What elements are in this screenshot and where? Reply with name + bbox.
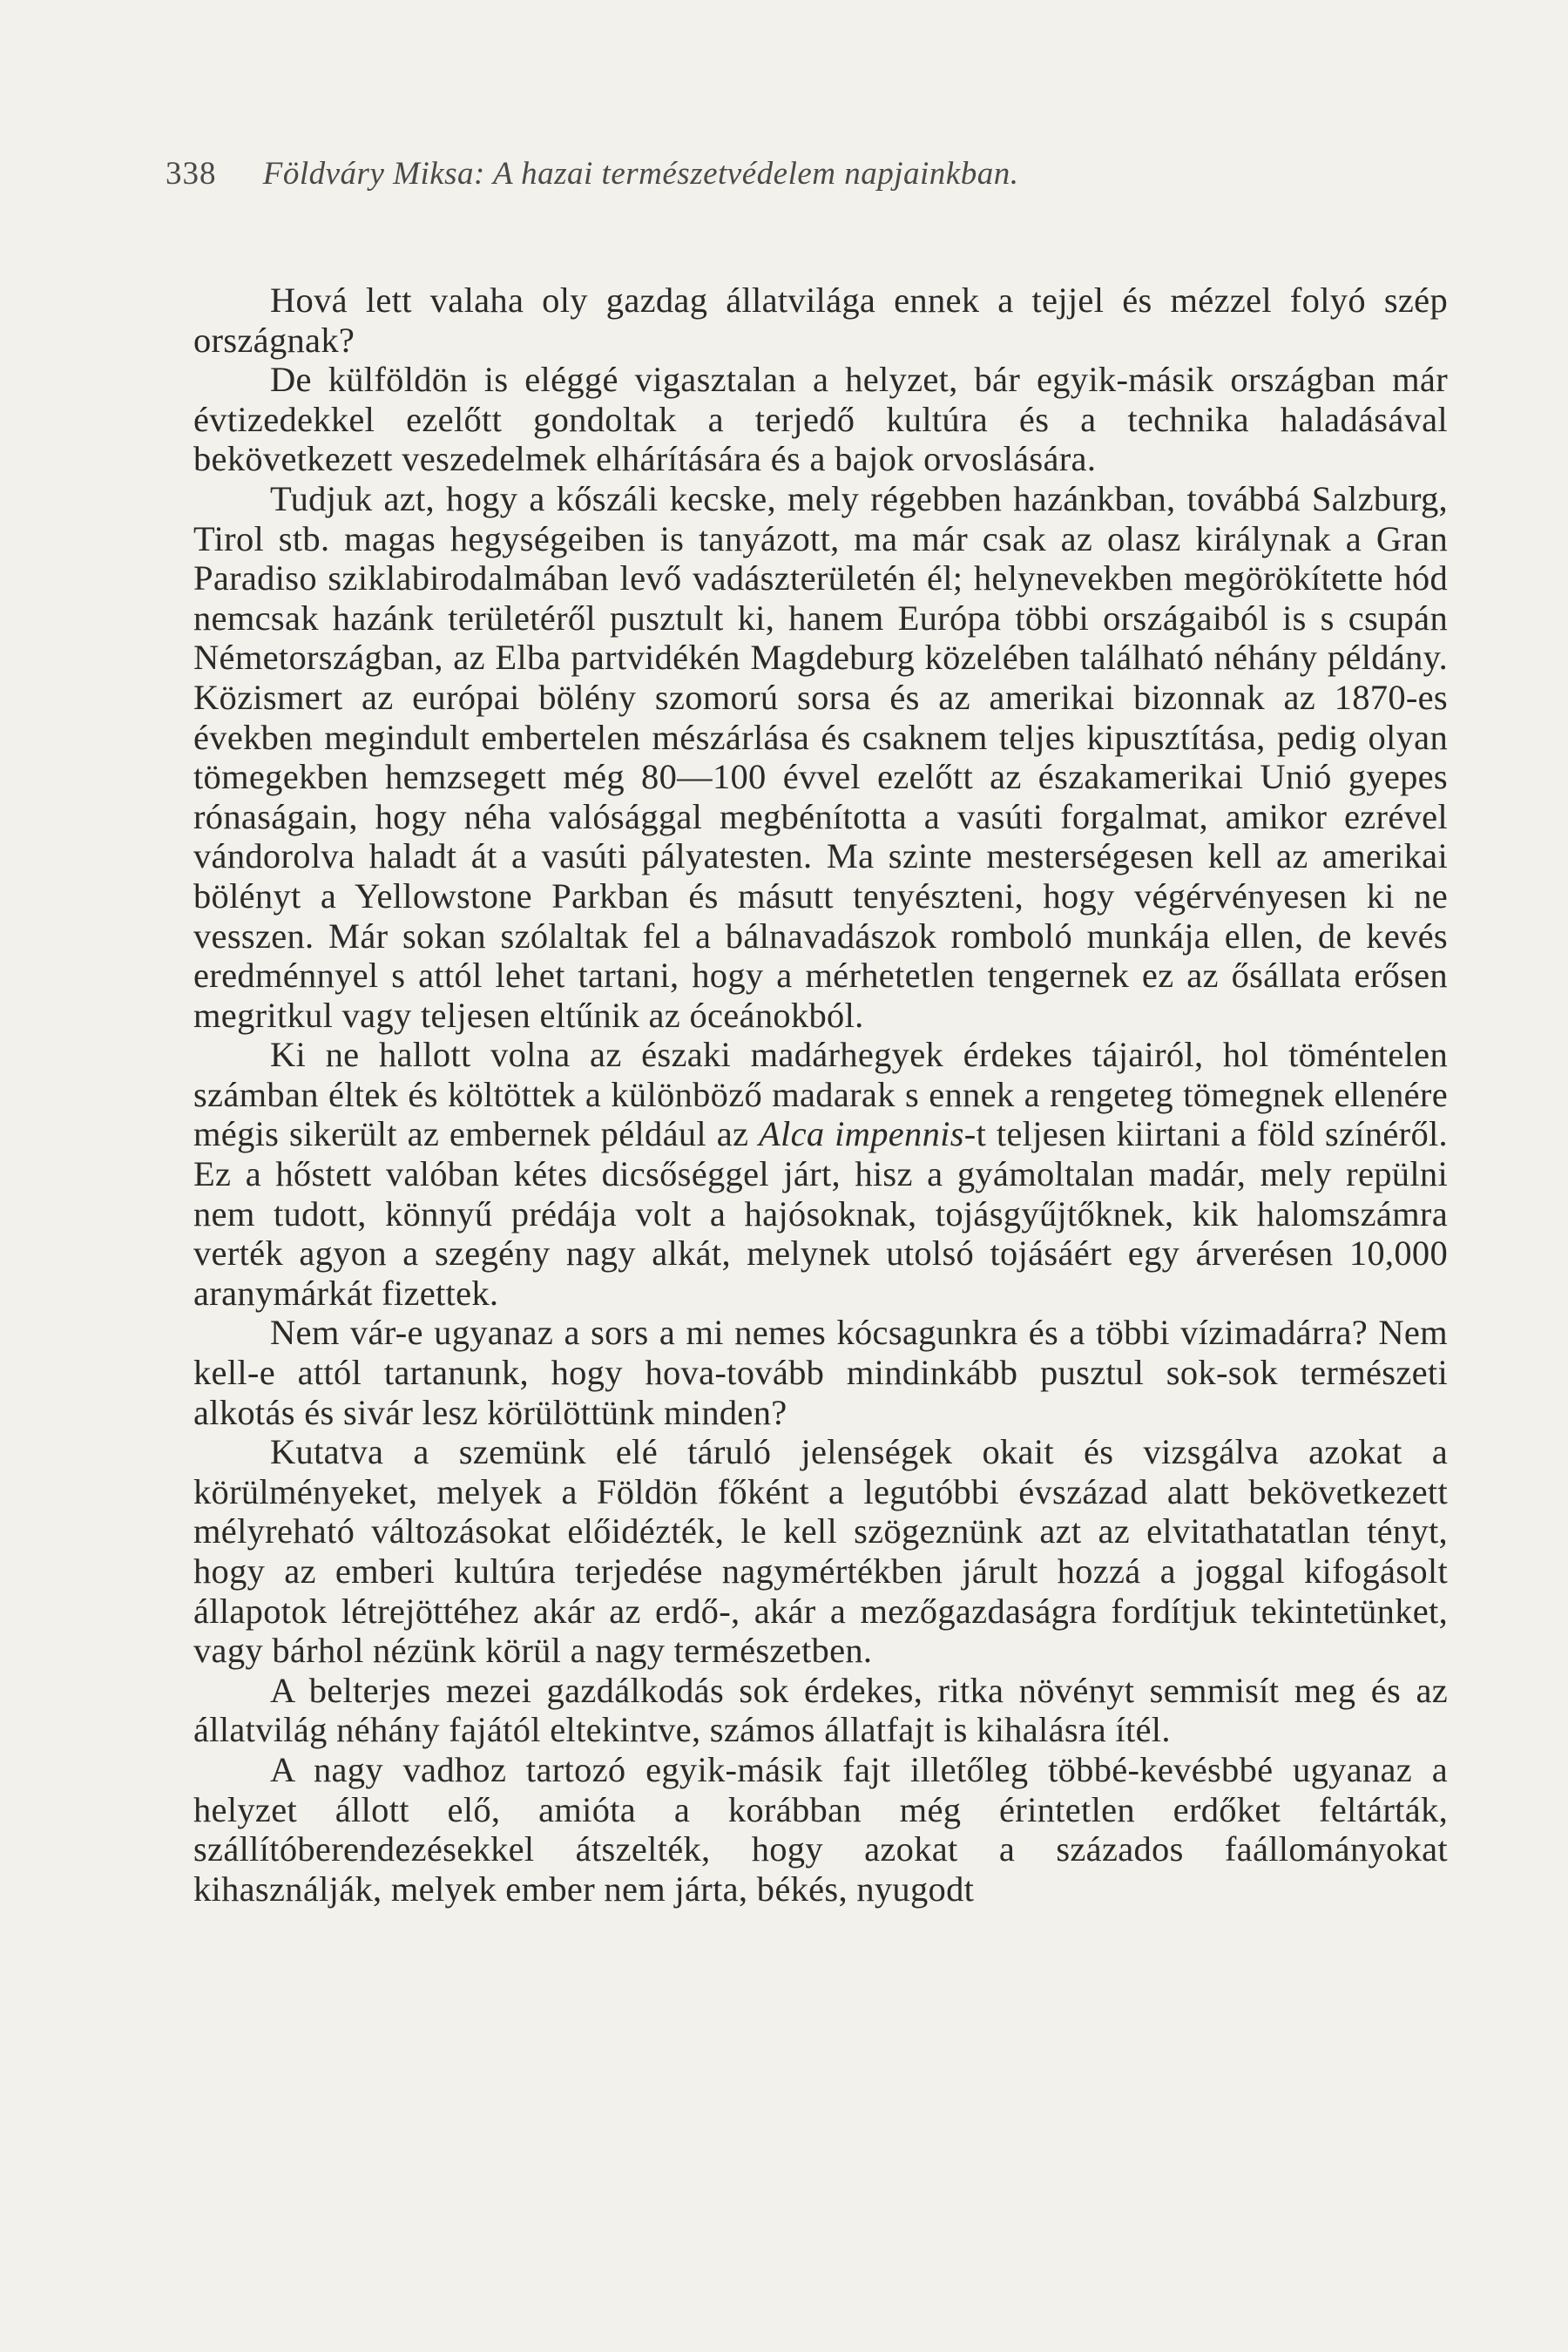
paragraph-8: A nagy vadhoz tartozó egyik-másik fajt illetőleg többé-kevésbbé ugyanaz a helyzet állott elő, amióta a korábban még érintetlen erdőket feltárták, szállítóberendezésekkel átszelték, hogy azokat a százados faállományokat kihasználják, melyek ember nem járta, békés, nyugodt: [193, 1749, 1448, 1909]
paragraph-7: A belterjes mezei gazdálkodás sok érdekes, ritka növényt semmisít meg és az állatvilág néhány fajától eltekintve, számos állatfajt is kihalásra ítél.: [193, 1670, 1448, 1750]
paragraph-4: [193, 1035, 1448, 1313]
page-number: 338: [166, 156, 217, 192]
species-name-italic: Alca impennis: [758, 1114, 964, 1154]
paragraph-2: De külföldön is eléggé vigasztalan a helyzet, bár egyik-másik országban már évtizedekkel ezelőtt gondoltak a terjedő kultúra és a technika haladásával bekövetkezett veszedelmek elhárítására és a bajok orvoslására.: [193, 360, 1448, 479]
paragraph-4-post: -t teljesen kiirtani a föld színéről. Ez a hőstett valóban kétes dicsőséggel járt, hisz a gyámoltalan madár, mely repülni nem tudott, könnyű prédája volt a hajósoknak, tojásgyűjtőknek, kik halomszámra verték agyon a szegény nagy alkát, melynek utolsó tojásáért egy árverésen 10,000 aranymárkát fizettek.: [193, 1114, 1448, 1313]
running-title: Földváry Miksa: A hazai természetvédelem napjainkban.: [262, 156, 1019, 192]
body-text: [193, 280, 1448, 1909]
paragraph-3: Tudjuk azt, hogy a kőszáli kecske, mely régebben hazánkban, továbbá Salzburg, Tirol stb. magas hegységeiben is tanyázott, ma már csak az olasz királynak a Gran Paradiso sziklabirodalmában levő vadászterületén él; helynevekben megörökítette hód nemcsak hazánk területéről pusztult ki, hanem Európa többi országaiból is s csupán Németországban, az Elba partvidékén Magdeburg közelében található néhány példány. Közismert az európai bölény szomorú sorsa és az amerikai bizonnak az 1870-es években megindult embertelen mészárlása és csaknem teljes kipusztítása, pedig olyan tömegekben hemzsegett még 80—100 évvel ezelőtt az északamerikai Unió gyepes rónaságain, hogy néha valósággal megbénította a vasúti forgalmat, amikor ezrével vándorolva haladt át a vasúti pályatesten. Ma szinte mesterségesen kell az amerikai bölényt a Yellowstone Parkban és másutt tenyészteni, hogy végérvényesen ki ne vesszen. Már sokan szólaltak fel a bálnavadászok romboló munkája ellen, de kevés eredménnyel s attól lehet tartani, hogy a mérhetetlen tengernek ez az ősállata erősen megritkul vagy teljesen eltűnik az óceánokból.: [193, 478, 1448, 1035]
paragraph-4-pre: Ki ne hallott volna az északi madárhegyek érdekes tájairól, hol töméntelen számban éltek és költöttek a különböző madarak s ennek a rengeteg tömegnek ellenére mégis sikerült az embernek például az: [193, 1035, 1448, 1154]
running-header: [166, 155, 1437, 193]
paragraph-1: Hová lett valaha oly gazdag állatvilága ennek a tejjel és mézzel folyó szép országnak?: [193, 280, 1448, 360]
paragraph-5: Nem vár-e ugyanaz a sors a mi nemes kócsagunkra és a többi vízimadárra? Nem kell-e attól tartanunk, hogy hova-tovább mindinkább pusztul sok-sok természeti alkotás és sivár lesz körülöttünk minden?: [193, 1313, 1448, 1432]
paragraph-6: Kutatva a szemünk elé táruló jelenségek okait és vizsgálva azokat a körülményeket, melyek a Földön főként a legutóbbi évszázad alatt bekövetkezett mélyreható változásokat előidézték, le kell szögeznünk azt az elvitathatatlan tényt, hogy az emberi kultúra terjedése nagymértékben járult hozzá a joggal kifogásolt állapotok létrejöttéhez akár az erdő-, akár a mezőgazdaságra fordítjuk tekintetünket, vagy bárhol nézünk körül a nagy természetben.: [193, 1432, 1448, 1671]
